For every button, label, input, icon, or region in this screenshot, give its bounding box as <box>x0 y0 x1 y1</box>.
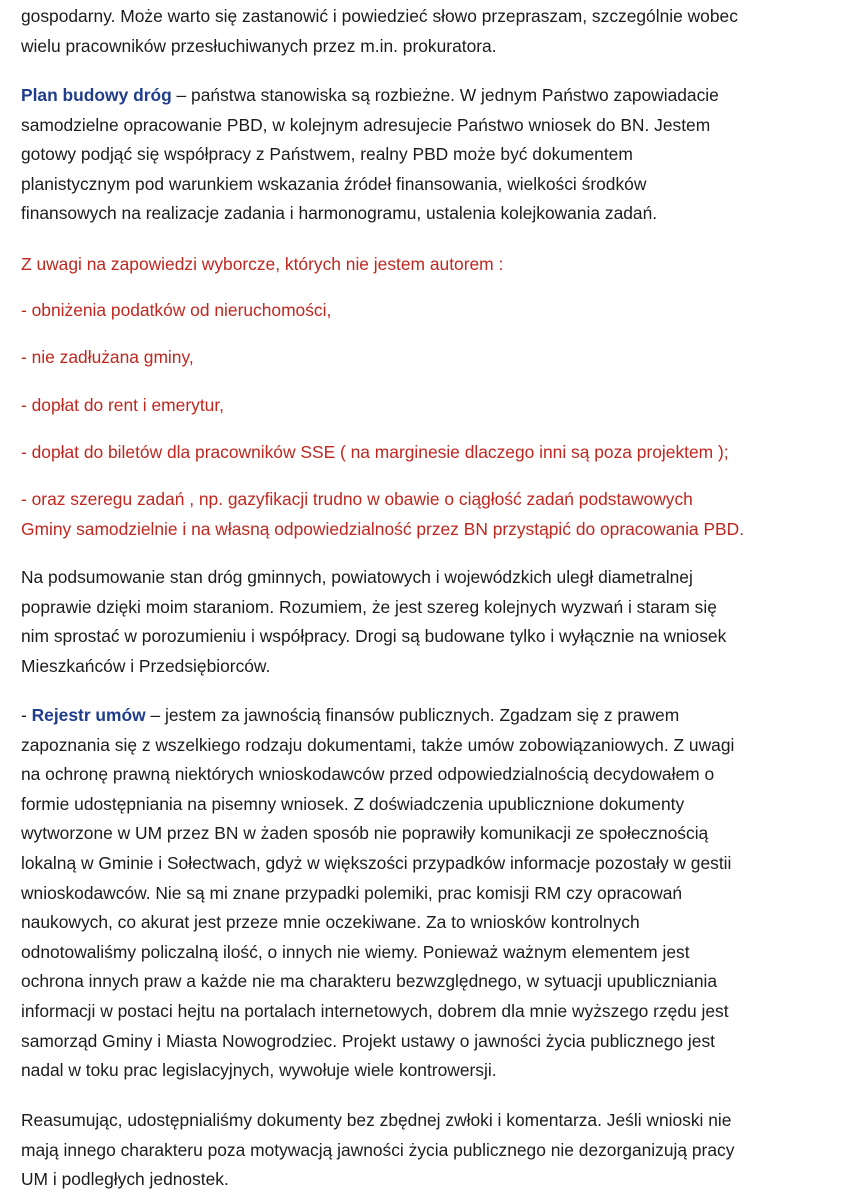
promise-item: - obniżenia podatków od nieruchomości, <box>21 300 332 320</box>
text-line: samodzielne opracowanie PBD, w kolejnym adresujecie Państwo wniosek do BN. Jestem <box>21 114 711 135</box>
text-line <box>21 701 827 731</box>
text-line: zapoznania się z wszelkiego rodzaju dokumentami, także umów zobowiązaniowych. Z uwagi <box>21 734 735 755</box>
text-line: gotowy podjąć się współpracy z Państwem, realny PBD może być dokumentem <box>21 144 633 165</box>
text-line: nim sprostać w porozumieniu i współpracy. Drogi są budowane tylko i wyłącznie na wniosek <box>21 626 727 647</box>
text-line: ochrona innych praw a każde nie ma charakteru bezwzględnego, w sytuacji upubliczniania <box>21 971 718 992</box>
text-line: lokalną w Gminie i Sołectwach, gdyż w większości przypadków informacje pozostały w gestii <box>21 852 732 873</box>
text-line: finansowych na realizacje zadania i harmonogramu, ustalenia kolejkowania zadań. <box>21 203 658 224</box>
promise-item: - nie zadłużana gminy, <box>21 347 194 367</box>
text-line: mają innego charakteru poza motywacją jawności życia publicznego nie dezorganizują pracy <box>21 1139 735 1160</box>
section-heading: Rejestr umów <box>31 705 146 725</box>
promise-item: - dopłat do rent i emerytur, <box>21 395 224 415</box>
text-line: nadal w toku prac legislacyjnych, wywołuje wiele kontrowersji. <box>21 1060 497 1081</box>
text-fragment: – jestem za jawnością finansów publicznych. Zgadzam się z prawem <box>145 705 680 725</box>
paragraph-plan-budowy-drog <box>21 81 827 229</box>
text-line: formie udostępniania na pisemny wniosek. Z doświadczenia upublicznione dokumenty <box>21 793 685 814</box>
text-line: Na podsumowanie stan dróg gminnych, powiatowych i wojewódzkich uległ diametralnej <box>21 567 693 587</box>
election-promises-intro: Z uwagi na zapowiedzi wyborcze, których nie jestem autorem : <box>21 254 504 274</box>
text-line: Gminy samodzielnie i na własną odpowiedzialność przez BN przystąpić do opracowania PBD. <box>21 518 745 539</box>
text-line <box>21 81 827 111</box>
text-line: informacji w postaci hejtu na portalach internetowych, dobrem dla mnie wyższego rzędu jest <box>21 1000 729 1021</box>
promise-item <box>21 485 827 544</box>
paragraph-road-summary <box>21 563 827 681</box>
paragraph-rejestr-umow <box>21 701 827 1086</box>
text-line: UM i podległych jednostek. <box>21 1169 229 1190</box>
text-line: planistycznym pod warunkiem wskazania źródeł finansowania, wielkości środków <box>21 173 647 194</box>
text-line: wielu pracowników przesłuchiwanych przez m.in. prokuratora. <box>21 35 497 56</box>
text-line: - oraz szeregu zadań , np. gazyfikacji trudno w obawie o ciągłość zadań podstawowych <box>21 489 693 509</box>
text-line: Reasumując, udostępnialiśmy dokumenty bez zbędnej zwłoki i komentarza. Jeśli wnioski nie <box>21 1110 732 1130</box>
section-heading: Plan budowy dróg <box>21 85 172 105</box>
text-line: wytworzone w UM przez BN w żaden sposób nie poprawiły komunikacji ze społecznością <box>21 823 709 844</box>
text-line: samorząd Gminy i Miasta Nowogrodziec. Projekt ustawy o jawności życia publicznego jest <box>21 1030 715 1051</box>
promise-item: - dopłat do biletów dla pracowników SSE ( na marginesie dlaczego inni są poza projektem ); <box>21 442 729 462</box>
text-fragment: - <box>21 705 32 725</box>
text-line: na ochronę prawną niektórych wnioskodawców przed odpowiedzialnością decydowałem o <box>21 764 715 785</box>
text-line: Mieszkańców i Przedsiębiorców. <box>21 655 271 676</box>
text-line: poprawie dzięki moim staraniom. Rozumiem, że jest szereg kolejnych wyzwań i staram się <box>21 596 717 617</box>
paragraph-reasumujac <box>21 1106 827 1195</box>
paragraph-intro <box>21 2 827 61</box>
text-fragment: – państwa stanowiska są rozbieżne. W jednym Państwo zapowiadacie <box>171 85 719 105</box>
text-line: naukowych, co akurat jest przeze mnie oczekiwane. Za to wniosków kontrolnych <box>21 912 640 933</box>
text-line: wnioskodawców. Nie są mi znane przypadki polemiki, prac komisji RM czy opracowań <box>21 882 683 903</box>
text-line: gospodarny. Może warto się zastanowić i powiedzieć słowo przepraszam, szczególnie wobec <box>21 6 738 26</box>
text-line: odnotowaliśmy policzalną ilość, o innych nie wiemy. Ponieważ ważnym elementem jest <box>21 941 690 962</box>
